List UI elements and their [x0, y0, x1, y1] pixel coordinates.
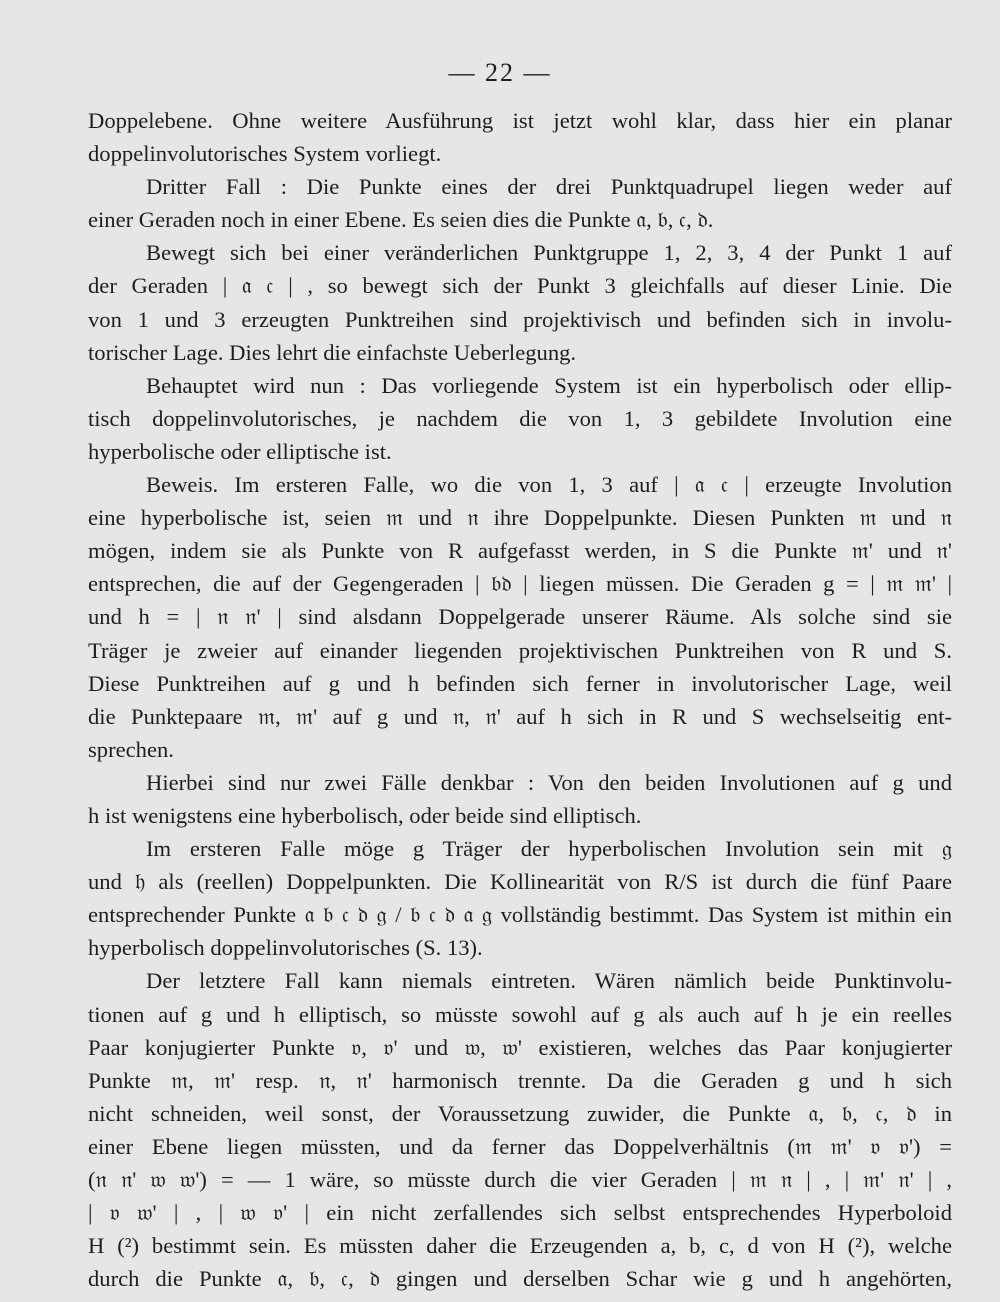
text-line: Bewegt sich bei einer veränderlichen Punktgruppe 1, 2, 3, 4 der Punkt 1 auf: [146, 240, 952, 266]
text-line: Dritter Fall : Die Punkte eines der drei Punktquadrupel liegen weder auf: [146, 174, 952, 200]
body-text: [88, 104, 952, 1295]
text-line: entsprechen, die auf der Gegengeraden | 𝔟𝔡 | liegen müssen. Die Geraden g = | 𝔪 𝔪' |: [88, 571, 952, 597]
text-line: (𝔫 𝔫' 𝔴 𝔴') = — 1 wäre, so müsste durch die vier Geraden | 𝔪 𝔫 | , | 𝔪' 𝔫' | ,: [88, 1167, 952, 1192]
text-line: Träger je zweier auf einander liegenden projektivischen Punktreihen von R und S.: [88, 637, 952, 663]
text-line: hyperbolische oder elliptische ist.: [88, 438, 392, 464]
text-line: nicht schneiden, weil sonst, der Voraussetzung zuwider, die Punkte 𝔞, 𝔟, 𝔠, 𝔡 in: [88, 1100, 952, 1126]
text-line: Diese Punktreihen auf g und h befinden sich ferner in involutorischer Lage, weil: [88, 670, 952, 696]
text-line: doppelinvolutorisches System vorliegt.: [88, 141, 442, 167]
text-line: und h = | 𝔫 𝔫' | sind alsdann Doppelgerade unserer Räume. Als solche sind sie: [88, 604, 952, 630]
text-line: Behauptet wird nun : Das vorliegende System ist ein hyperbolisch oder ellip-: [146, 372, 952, 398]
text-line: durch die Punkte 𝔞, 𝔟, 𝔠, 𝔡 gingen und derselben Schar wie g und h angehörten,: [88, 1266, 952, 1292]
text-line: Punkte 𝔪, 𝔪' resp. 𝔫, 𝔫' harmonisch trennte. Da die Geraden g und h sich: [88, 1067, 952, 1093]
text-line: Paar konjugierter Punkte 𝔳, 𝔳' und 𝔴, 𝔴' existieren, welches das Paar konjugierter: [88, 1034, 952, 1060]
text-line: einer Ebene liegen müssten, und da ferner das Doppelverhältnis (𝔪 𝔪' 𝔳 𝔳') =: [88, 1133, 952, 1159]
text-line: Im ersteren Falle möge g Träger der hyperbolischen Involution sein mit 𝔤: [146, 836, 952, 862]
text-line: der Geraden | 𝔞 𝔠 | , so bewegt sich der Punkt 3 gleichfalls auf dieser Linie. Die: [88, 273, 952, 299]
text-line: | 𝔳 𝔴' | , | 𝔴 𝔳' | ein nicht zerfallendes sich selbst entsprechendes Hyperboloid: [88, 1200, 952, 1226]
text-line: hyperbolisch doppelinvolutorisches (S. 13).: [88, 935, 483, 961]
text-line: entsprechender Punkte 𝔞 𝔟 𝔠 𝔡 𝔤 / 𝔟 𝔠 𝔡 𝔞 𝔤 vollständig bestimmt. Das System ist mithin ein: [88, 902, 952, 928]
text-line: Beweis. Im ersteren Falle, wo die von 1, 3 auf | 𝔞 𝔠 | erzeugte Involution: [146, 472, 952, 498]
text-line: von 1 und 3 erzeugten Punktreihen sind projektivisch und befinden sich in involu-: [88, 306, 952, 332]
text-line: H (²) bestimmt sein. Es müssten daher die Erzeugenden a, b, c, d von H (²), welche: [88, 1233, 952, 1259]
text-line: und 𝔥 als (reellen) Doppelpunkten. Die Kollinearität von R/S ist durch die fünf Paare: [88, 869, 952, 895]
text-line: einer Geraden noch in einer Ebene. Es seien dies die Punkte 𝔞, 𝔟, 𝔠, 𝔡.: [88, 207, 714, 233]
text-line: die Punktepaare 𝔪, 𝔪' auf g und 𝔫, 𝔫' auf h sich in R und S wechselseitig ent-: [88, 703, 952, 729]
text-line: sprechen.: [88, 736, 174, 762]
text-line: tisch doppelinvolutorisches, je nachdem die von 1, 3 gebildete Involution eine: [88, 405, 952, 431]
text-line: h ist wenigstens eine hyberbolisch, oder beide sind elliptisch.: [88, 802, 642, 828]
text-line: eine hyperbolische ist, seien 𝔪 und 𝔫 ihre Doppelpunkte. Diesen Punkten 𝔪 und 𝔫: [88, 505, 952, 531]
text-line: mögen, indem sie als Punkte von R aufgefasst werden, in S die Punkte 𝔪' und 𝔫': [88, 538, 952, 564]
text-line: Der letztere Fall kann niemals eintreten. Wären nämlich beide Punktinvolu-: [146, 968, 952, 994]
text-line: Doppelebene. Ohne weitere Ausführung ist jetzt wohl klar, dass hier ein planar: [88, 108, 952, 133]
text-line: Hierbei sind nur zwei Fälle denkbar : Von den beiden Involutionen auf g und: [146, 769, 952, 795]
text-line: torischer Lage. Dies lehrt die einfachste Ueberlegung.: [88, 339, 577, 365]
text-line: tionen auf g und h elliptisch, so müsste sowohl auf g als auch auf h je ein reelles: [88, 1001, 952, 1027]
page-number: — 22 —: [448, 58, 552, 87]
